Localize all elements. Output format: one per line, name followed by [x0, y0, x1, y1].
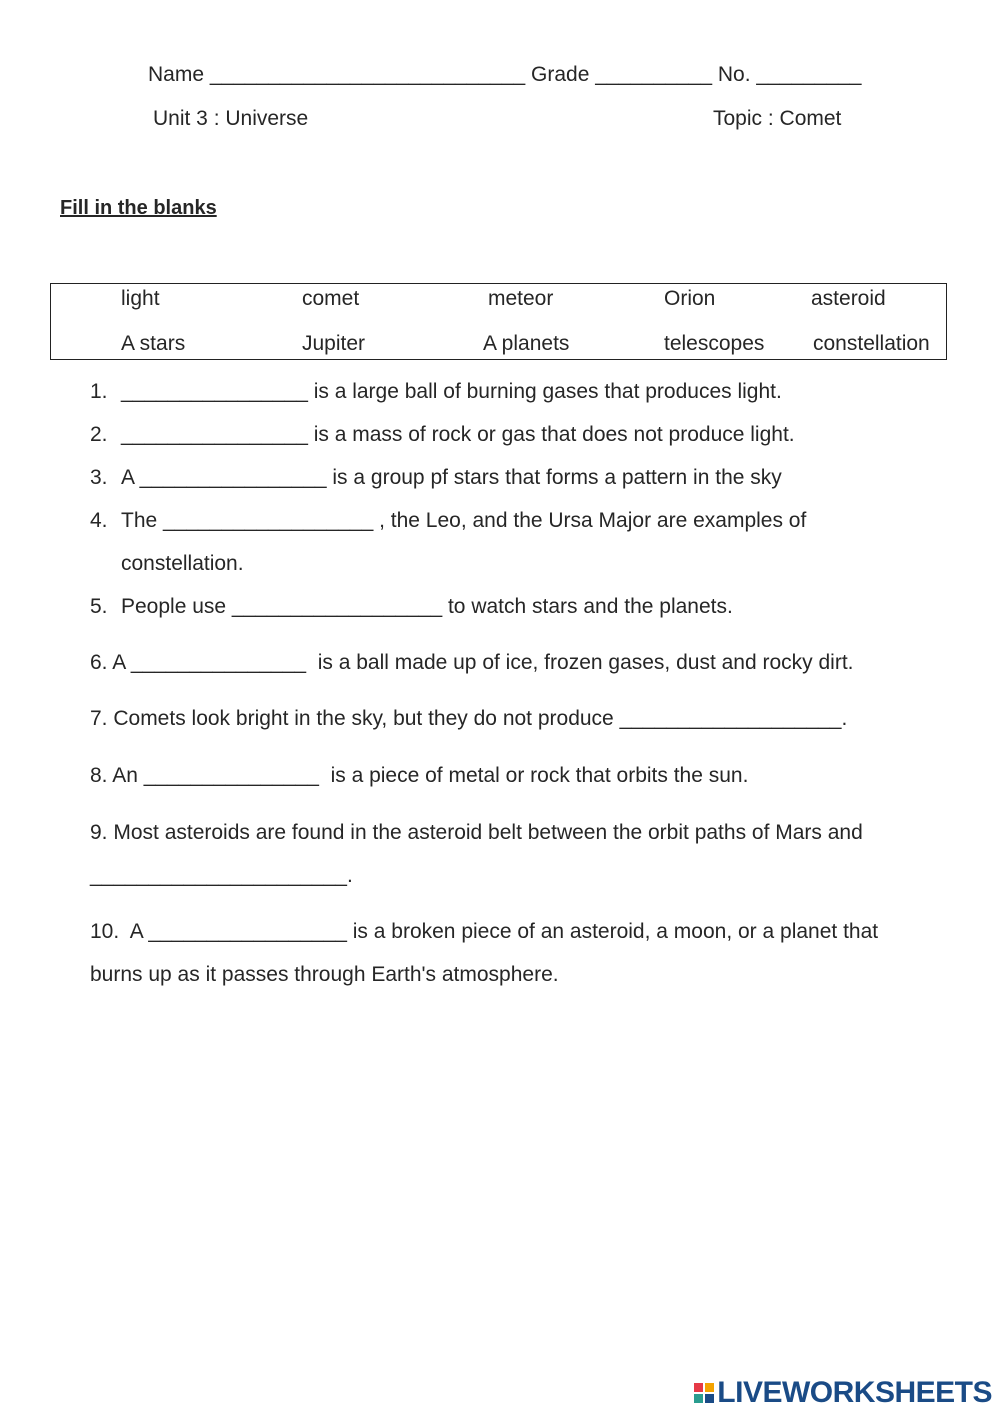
word-bank-item: telescopes — [664, 332, 765, 355]
question-7[interactable]: 7. Comets look bright in the sky, but they do not produce ___________________. — [90, 707, 848, 730]
topic-label: Topic : Comet — [713, 107, 842, 130]
question-text[interactable]: ________________ is a mass of rock or gas that does not produce light. — [121, 423, 795, 446]
word-bank-item: A stars — [121, 332, 186, 355]
unit-label: Unit 3 : Universe — [153, 107, 309, 130]
question-8[interactable]: 8. An _______________ is a piece of metal or rock that orbits the sun. — [90, 764, 749, 787]
question-text[interactable]: A ________________ is a group pf stars that forms a pattern in the sky — [121, 466, 782, 489]
word-bank-item: comet — [302, 287, 360, 310]
liveworksheets-logo — [694, 1376, 992, 1410]
word-bank-item: Orion — [664, 287, 716, 310]
section-title: Fill in the blanks — [60, 197, 217, 219]
logo-grid-icon — [694, 1383, 714, 1403]
question-text[interactable]: The __________________ , the Leo, and the Ursa Major are examples of — [121, 509, 807, 532]
question-text[interactable]: 10. A _________________ is a broken piece of an asteroid, a moon, or a planet that — [90, 920, 879, 943]
question-6[interactable]: 6. A _______________ is a ball made up of ice, frozen gases, dust and rocky dirt. — [90, 651, 854, 674]
question-text: 9. Most asteroids are found in the asteroid belt between the orbit paths of Mars and — [90, 821, 863, 844]
word-bank-item: meteor — [488, 287, 554, 310]
word-bank-item: Jupiter — [302, 332, 366, 355]
question-text-continued: constellation. — [121, 552, 244, 575]
name-grade-number-line: Name ___________________________ Grade __________ No. _________ — [148, 63, 862, 86]
answer-blank[interactable]: ______________________. — [90, 864, 353, 887]
logo-text: LIVEWORKSHEETS — [717, 1376, 992, 1409]
question-number: 5. — [90, 595, 108, 618]
question-number: 3. — [90, 466, 108, 489]
question-number: 2. — [90, 423, 108, 446]
word-bank-item: A planets — [483, 332, 570, 355]
word-bank-item: asteroid — [811, 287, 886, 310]
question-number: 1. — [90, 380, 108, 403]
word-bank-item: light — [121, 287, 160, 310]
question-text[interactable]: ________________ is a large ball of burning gases that produces light. — [121, 380, 782, 403]
question-text[interactable]: People use __________________ to watch stars and the planets. — [121, 595, 733, 618]
question-number: 4. — [90, 509, 108, 532]
question-text-continued: burns up as it passes through Earth's atmosphere. — [90, 963, 559, 986]
word-bank-item: constellation — [813, 332, 930, 355]
word-bank-box — [50, 283, 947, 360]
